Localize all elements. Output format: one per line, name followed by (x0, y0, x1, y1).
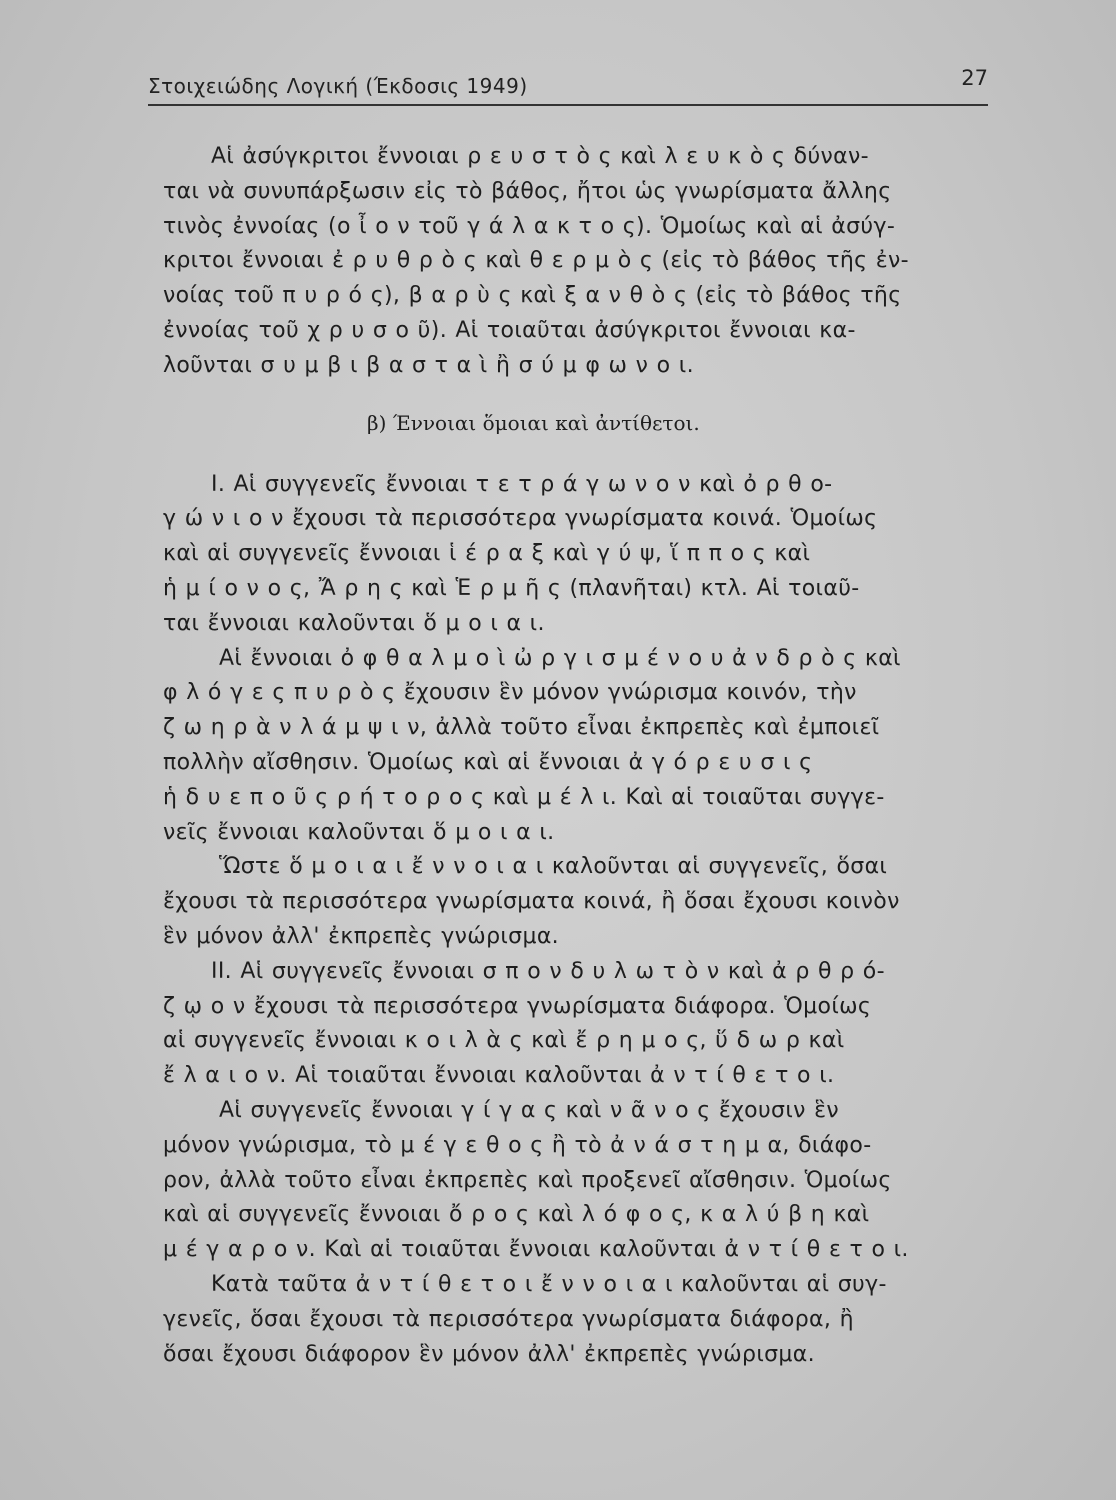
text-line: νεῖς ἔννοιαι καλοῦνται ὅ μ ο ι α ι. (163, 819, 555, 845)
text-line: καὶ αἱ συγγενεῖς ἔννοιαι ἱ έ ρ α ξ καὶ γ ύ ψ, ἵ π π ο ς καὶ (163, 541, 811, 567)
text-line: νοίας τοῦ π υ ρ ό ς), β α ρ ὺ ς καὶ ξ α ν θ ὸ ς (εἰς τὸ βάθος τῆς (163, 283, 902, 309)
text-line: ἓν μόνον ἀλλ' ἐκπρεπὲς γνώρισμα. (163, 923, 560, 949)
text-line: φ λ ό γ ε ς π υ ρ ὸ ς ἔχουσιν ἓν μόνον γνώρισμα κοινόν, τὴν (163, 680, 857, 706)
text-line: ἔχουσι τὰ περισσότερα γνωρίσματα κοινά, ἢ ὅσαι ἔχουσι κοινὸν (163, 889, 900, 915)
text-line: αἱ συγγενεῖς ἔννοιαι κ ο ι λ ὰ ς καὶ ἔ ρ η μ ο ς, ὕ δ ω ρ καὶ (163, 1028, 845, 1054)
section-heading: β) Έννοιαι ὅμοιαι καὶ ἀντίθετοι. (367, 410, 700, 435)
text-line: ἔ λ α ι ο ν. Αἱ τοιαῦται ἔννοιαι καλοῦνται ἀ ν τ ί θ ε τ ο ι. (163, 1063, 835, 1089)
header-rule (148, 104, 988, 106)
text-line: γενεῖς, ὅσαι ἔχουσι τὰ περισσότερα γνωρίσματα διάφορα, ἢ (163, 1306, 854, 1332)
text-line: Αἱ ἔννοιαι ὀ φ θ α λ μ ο ὶ ὠ ρ γ ι σ μ έ ν ο υ ἀ ν δ ρ ὸ ς καὶ (219, 645, 901, 671)
text-line: Ι. Αἱ συγγενεῖς ἔννοιαι τ ε τ ρ ά γ ω ν ο ν καὶ ὀ ρ θ ο- (211, 471, 833, 497)
text-line: ζ ῳ ο ν ἔχουσι τὰ περισσότερα γνωρίσματα διάφορα. Ὁμοίως (163, 993, 872, 1019)
page-number: 27 (961, 66, 988, 90)
text-line: μόνον γνώρισμα, τὸ μ έ γ ε θ ο ς ἢ τὸ ἀ ν ά σ τ η μ α, διάφο- (163, 1132, 872, 1158)
text-line: ὅσαι ἔχουσι διάφορον ἓν μόνον ἀλλ' ἐκπρεπὲς γνώρισμα. (163, 1341, 815, 1367)
body-text (163, 140, 1019, 1372)
text-line: ἡ δ υ ε π ο ῦ ς ρ ή τ ο ρ ο ς καὶ μ έ λ ι. Καὶ αἱ τοιαῦται συγγε- (163, 784, 885, 810)
text-line: Κατὰ ταῦτα ἀ ν τ ί θ ε τ ο ι ἔ ν ν ο ι α ι καλοῦνται αἱ συγ- (211, 1271, 887, 1297)
text-line: ται ἔννοιαι καλοῦνται ὅ μ ο ι α ι. (163, 610, 545, 636)
text-line: Αἱ ἀσύγκριτοι ἔννοιαι ρ ε υ σ τ ὸ ς καὶ λ ε υ κ ὸ ς δύναν- (211, 144, 869, 169)
running-header (148, 66, 988, 104)
text-line: μ έ γ α ρ ο ν. Καὶ αἱ τοιαῦται ἔννοιαι καλοῦνται ἀ ν τ ί θ ε τ ο ι. (163, 1237, 909, 1263)
text-line: κριτοι ἔννοιαι ἐ ρ υ θ ρ ὸ ς καὶ θ ε ρ μ ὸ ς (εἰς τὸ βάθος τῆς ἐν- (163, 248, 909, 274)
text-line: πολλὴν αἴσθησιν. Ὁμοίως καὶ αἱ ἔννοιαι ἀ γ ό ρ ε υ σ ι ς (163, 749, 813, 775)
text-line: ται νὰ συνυπάρξωσιν εἰς τὸ βάθος, ἤτοι ὡς γνωρίσματα ἄλλης (163, 178, 892, 204)
text-line: ΙΙ. Αἱ συγγενεῖς ἔννοιαι σ π ο ν δ υ λ ω τ ὸ ν καὶ ἀ ρ θ ρ ό- (211, 958, 885, 984)
text-line: τινὸς ἐννοίας (ο ἶ ο ν τοῦ γ ά λ α κ τ ο ς). Ὁμοίως καὶ αἱ ἀσύγ- (163, 213, 896, 239)
text-line: γ ώ ν ι ο ν ἔχουσι τὰ περισσότερα γνωρίσματα κοινά. Ὁμοίως (163, 506, 878, 532)
text-line: ἡ μ ί ο ν ο ς, Ἄ ρ η ς καὶ Ἑ ρ μ ῆ ς (πλανῆται) κτλ. Αἱ τοιαῦ- (163, 575, 860, 601)
text-line: Ὥστε ὅ μ ο ι α ι ἔ ν ν ο ι α ι καλοῦνται αἱ συγγενεῖς, ὅσαι (219, 854, 888, 880)
text-line: καὶ αἱ συγγενεῖς ἔννοιαι ὄ ρ ο ς καὶ λ ό φ ο ς, κ α λ ύ β η καὶ (163, 1202, 870, 1228)
text-line: Αἱ συγγενεῖς ἔννοιαι γ ί γ α ς καὶ ν ᾶ ν ο ς ἔχουσιν ἓν (219, 1097, 840, 1123)
running-title: Στοιχειώδης Λογική (Έκδοσις 1949) (148, 74, 528, 98)
text-line: ἐννοίας τοῦ χ ρ υ σ ο ῦ). Αἱ τοιαῦται ἀσύγκριτοι ἔννοιαι κα- (163, 317, 856, 343)
text-line: ζ ω η ρ ὰ ν λ ά μ ψ ι ν, ἀλλὰ τοῦτο εἶναι ἐκπρεπὲς καὶ ἐμποιεῖ (163, 715, 880, 741)
text-line: λοῦνται σ υ μ β ι β α σ τ α ὶ ἢ σ ύ μ φ ω ν ο ι. (163, 352, 694, 378)
text-line: ρον, ἀλλὰ τοῦτο εἶναι ἐκπρεπὲς καὶ προξενεῖ αἴσθησιν. Ὁμοίως (163, 1167, 892, 1193)
